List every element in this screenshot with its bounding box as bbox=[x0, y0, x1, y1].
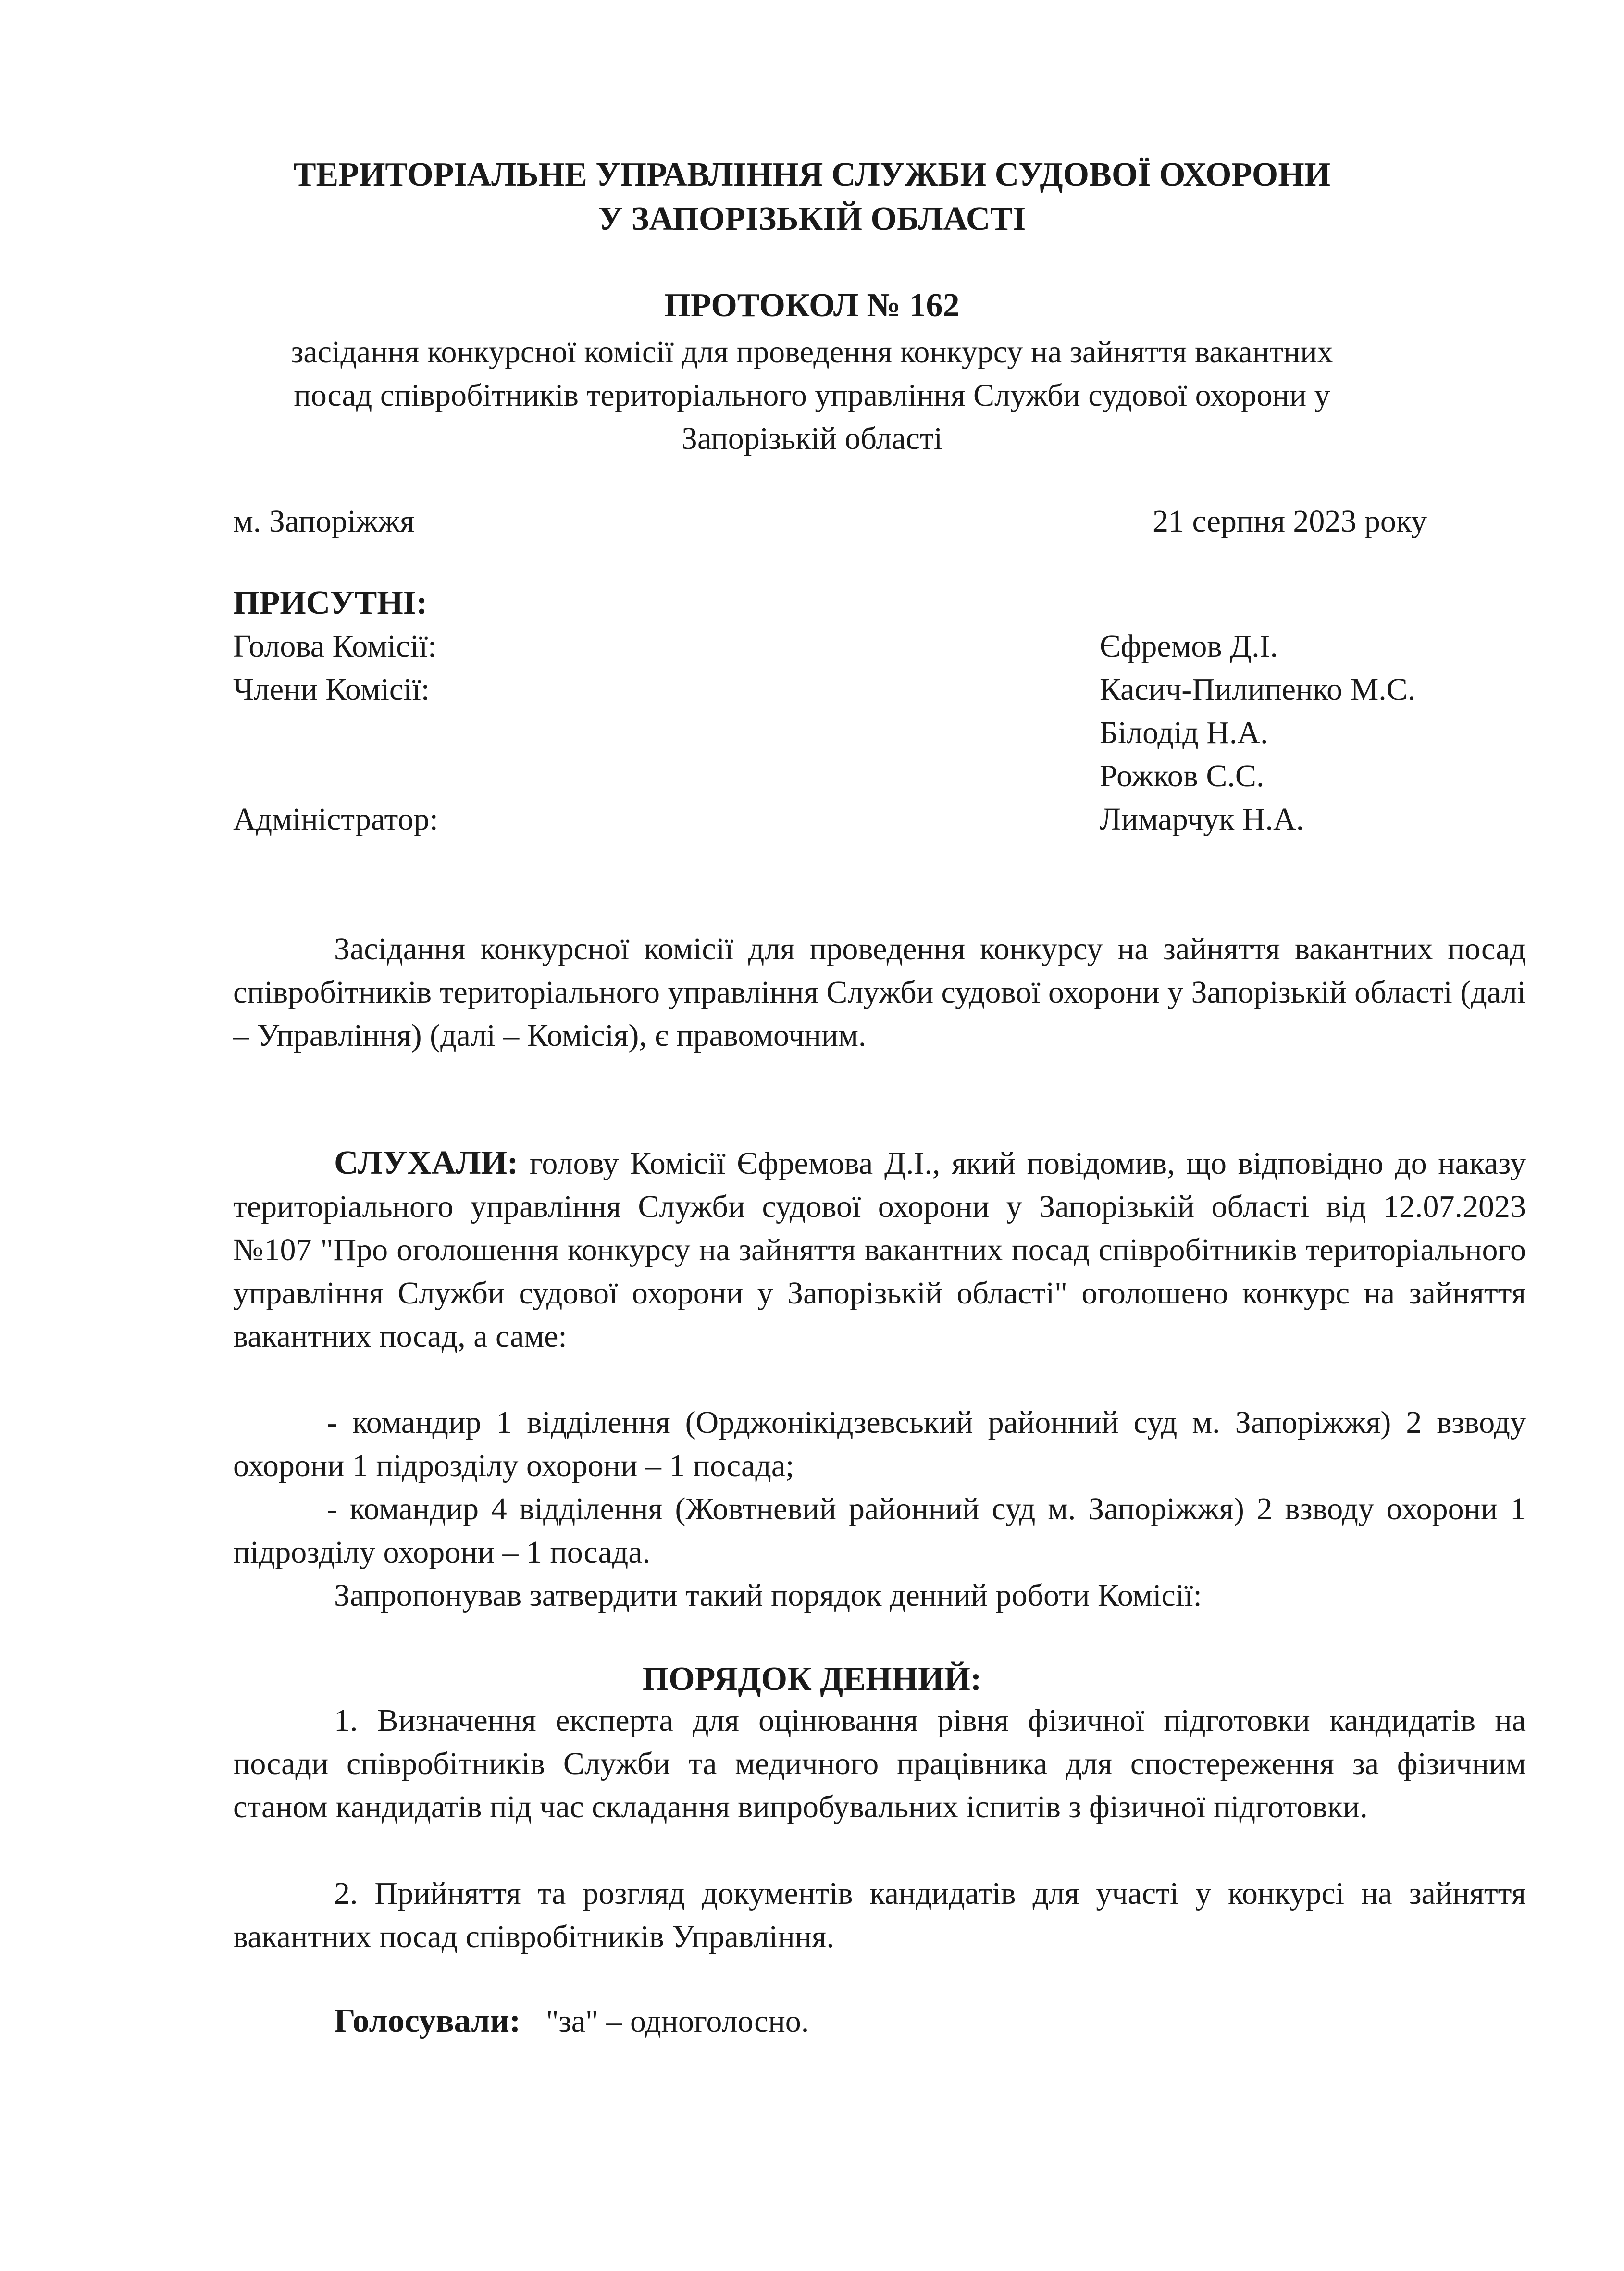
protocol-title: ПРОТОКОЛ № 162 bbox=[664, 287, 960, 324]
header-line-2: У ЗАПОРІЗЬКІЙ ОБЛАСТІ bbox=[598, 200, 1026, 237]
city: м. Запоріжжя bbox=[233, 504, 415, 539]
agenda-heading: ПОРЯДОК ДЕННИЙ: bbox=[642, 1661, 982, 1698]
name-administrator: Лимарчук Н.А. bbox=[1100, 802, 1304, 837]
vote-line bbox=[334, 1999, 809, 2043]
position-item-2: - командир 4 відділення (Жовтневий районний суд м. Запоріжжя) 2 взводу охорони 1 підрозділу охорони – 1 посада. bbox=[233, 1491, 1526, 1570]
agenda-item-2: 2. Прийняття та розгляд документів кандидатів для участі у конкурсі на зайняття вакантних посад співробітників Управління. bbox=[233, 1876, 1526, 1954]
organization-header bbox=[0, 153, 1624, 241]
vote-result: "за" – одноголосно. bbox=[545, 2004, 809, 2039]
subtitle-line-3: Запорізькій області bbox=[681, 421, 943, 456]
role-administrator: Адміністратор: bbox=[233, 802, 438, 837]
quorum-paragraph: Засідання конкурсної комісії для проведення конкурсу на зайняття вакантних посад співробітників територіального управління Служби судової охорони у Запорізькій області (далі – Управління) (далі – Комісія), є правомочним. bbox=[233, 931, 1526, 1053]
name-chair: Єфремов Д.І. bbox=[1100, 629, 1278, 664]
agenda-item-1: 1. Визначення експерта для оцінювання рівня фізичної підготовки кандидатів на посади співробітників Служби та медичного працівника для спостереження за фізичним станом кандидатів під час складання випробувальних іспитів з фізичної підготовки. bbox=[233, 1703, 1526, 1824]
heard-paragraph bbox=[233, 1142, 1526, 1358]
present-heading: ПРИСУТНІ: bbox=[233, 584, 428, 621]
name-member-2: Білодід Н.А. bbox=[1100, 715, 1268, 750]
vote-label: Голосували: bbox=[334, 2002, 521, 2039]
header-line-1: ТЕРИТОРІАЛЬНЕ УПРАВЛІННЯ СЛУЖБИ СУДОВОЇ ОХОРОНИ bbox=[293, 156, 1331, 193]
date: 21 серпня 2023 року bbox=[1153, 504, 1427, 539]
name-member-3: Рожков С.С. bbox=[1100, 758, 1264, 794]
name-member-1: Касич-Пилипенко М.С. bbox=[1100, 672, 1416, 707]
role-members: Члени Комісії: bbox=[233, 672, 430, 707]
role-chair: Голова Комісії: bbox=[233, 629, 437, 664]
subtitle-line-2: посад співробітників територіального управління Служби судової охорони у bbox=[294, 378, 1330, 413]
protocol-subtitle bbox=[0, 331, 1624, 460]
heard-label: СЛУХАЛИ: bbox=[334, 1144, 519, 1181]
proposal-line: Запропонував затвердити такий порядок денний роботи Комісії: bbox=[334, 1578, 1202, 1613]
subtitle-line-1: засідання конкурсної комісії для проведення конкурсу на зайняття вакантних bbox=[291, 335, 1333, 370]
heard-text: голову Комісії Єфремова Д.І., який повідомив, що відповідно до наказу територіального управління Служби судової охорони у Запорізькій області від 12.07.2023 №107 "Про оголошення конкурсу на зайняття вакантних посад співробітників територіального управління Служби судової охорони у Запорізькій області" оголошено конкурс на зайняття вакантних посад, а саме: bbox=[233, 1146, 1526, 1354]
position-item-1: - командир 1 відділення (Орджонікідзевський районний суд м. Запоріжжя) 2 взводу охорони 1 підрозділу охорони – 1 посада; bbox=[233, 1405, 1526, 1483]
